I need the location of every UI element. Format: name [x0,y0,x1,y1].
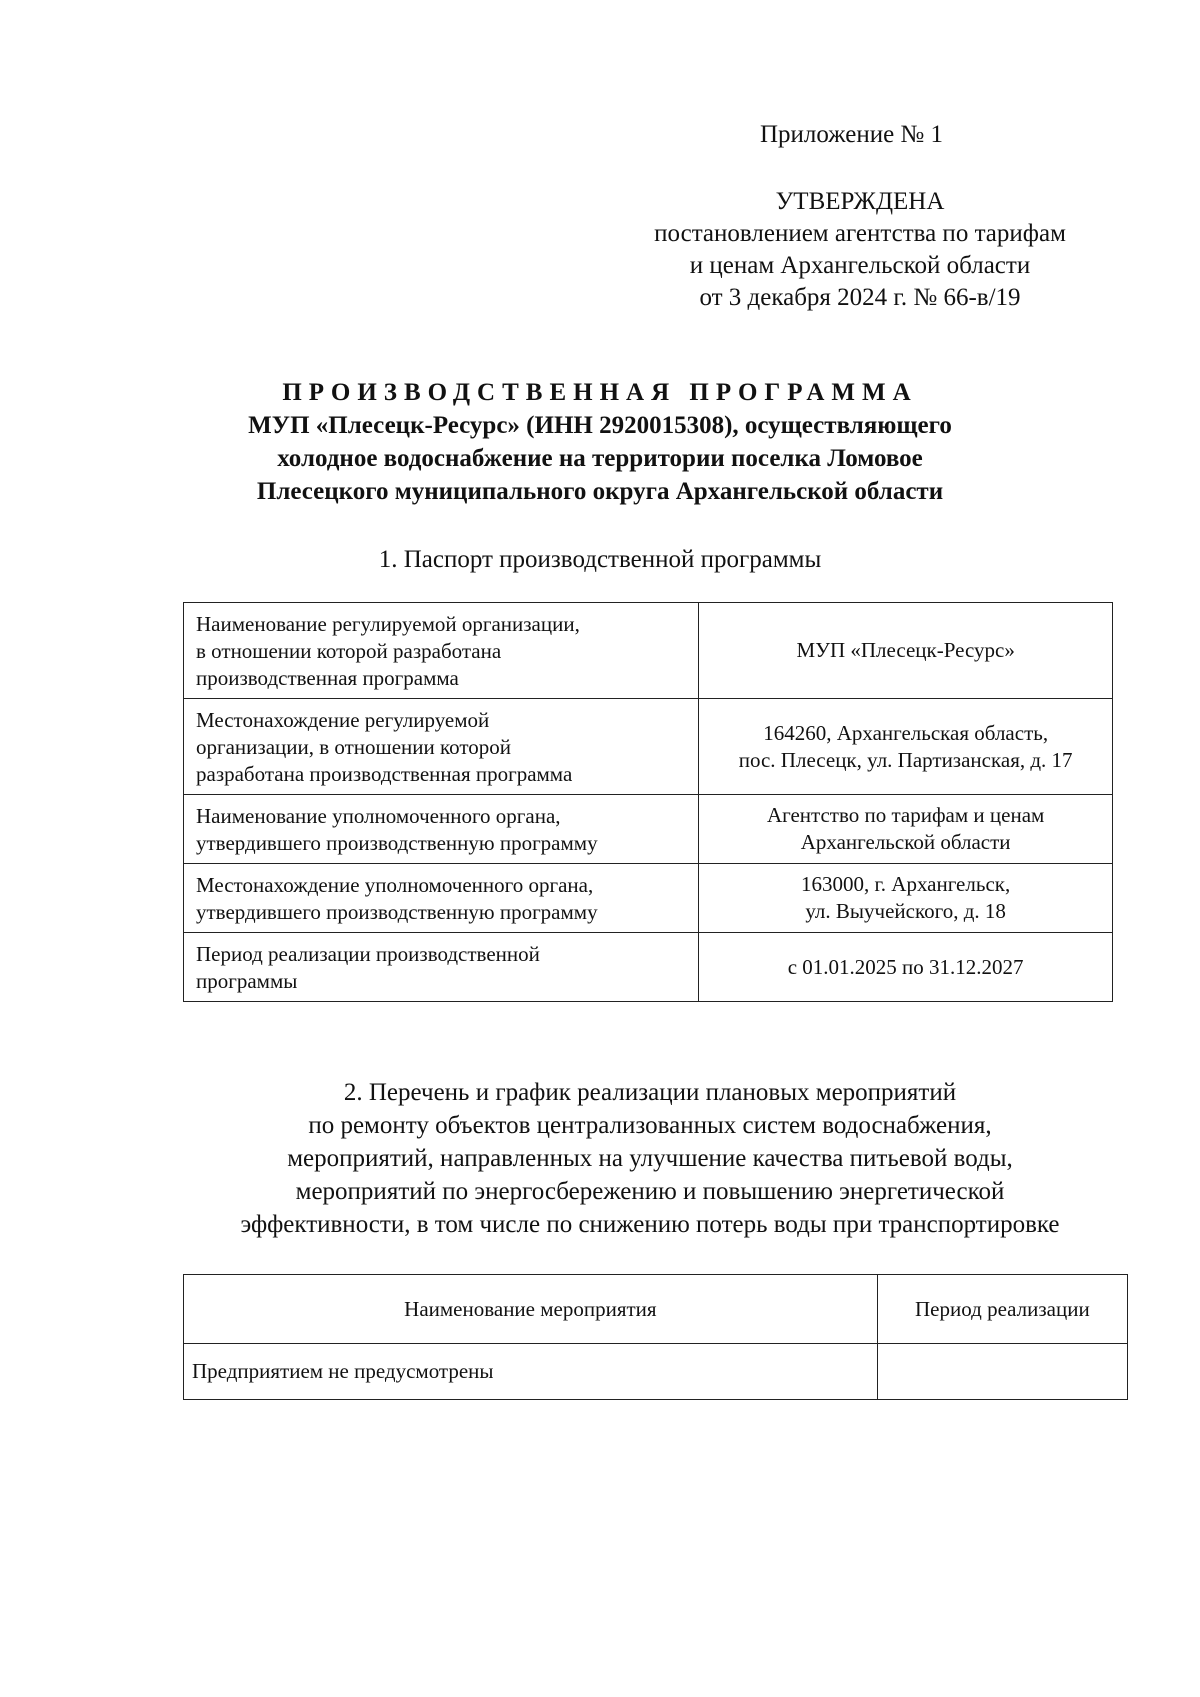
approval-line: постановлением агентства по тарифам [654,220,1066,247]
title-line: МУП «Плесецк-Ресурс» (ИНН 2920015308), осуществляющего [248,412,952,439]
heading-line: мероприятий, направленных на улучшение качества питьевой воды, [287,1145,1013,1172]
table-header-row [184,1275,1128,1344]
heading-line: эффективности, в том числе по снижению потерь воды при транспортировке [240,1211,1060,1238]
passport-label [184,864,699,933]
table-row [184,699,1113,795]
passport-value [699,933,1113,1002]
label-line: Наименование регулируемой организации, [196,612,580,636]
title-line: Плесецкого муниципального округа Архангельской области [256,478,944,505]
approval-line: от 3 декабря 2024 г. № 66-в/19 [699,284,1021,311]
passport-table [183,602,1113,1002]
measures-table [183,1274,1128,1400]
passport-label [184,795,699,864]
section-2-heading [150,1076,1150,1241]
value-line: МУП «Плесецк-Ресурс» [796,638,1015,662]
approved-label: УТВЕРЖДЕНА [775,188,945,215]
column-header-name: Наименование мероприятия [184,1275,878,1344]
passport-label [184,933,699,1002]
label-line: организации, в отношении которой [196,735,511,759]
document-title [150,376,1050,508]
passport-value [699,699,1113,795]
label-line: Местонахождение регулируемой [196,708,490,732]
label-line: Наименование уполномоченного органа, [196,804,561,828]
table-row [184,795,1113,864]
passport-value [699,603,1113,699]
label-line: Местонахождение уполномоченного органа, [196,873,594,897]
passport-value [699,864,1113,933]
appendix-number: Приложение № 1 [760,121,944,148]
heading-line: мероприятий по энергосбережению и повышению энергетической [295,1178,1005,1205]
section-1-heading: 1. Паспорт производственной программы [378,546,822,573]
label-line: разработана производственная программа [196,762,573,786]
table-row [184,603,1113,699]
value-line: 163000, г. Архангельск, [801,872,1011,896]
heading-line: 2. Перечень и график реализации плановых мероприятий [343,1079,957,1106]
column-header-period: Период реализации [877,1275,1127,1344]
passport-label [184,699,699,795]
value-line: Агентство по тарифам и ценам [766,803,1045,827]
label-line: утвердившего производственную программу [196,831,598,855]
title-line: холодное водоснабжение на территории поселка Ломовое [277,445,923,472]
approval-block [600,186,1120,314]
table-row [184,933,1113,1002]
value-line: 164260, Архангельская область, [763,720,1049,745]
table-row [184,864,1113,933]
value-line: с 01.01.2025 по 31.12.2027 [787,954,1024,979]
label-line: программы [196,969,298,993]
title-heading: ПРОИЗВОДСТВЕННАЯ ПРОГРАММА [282,379,918,406]
measure-name: Предприятием не предусмотрены [184,1344,878,1400]
label-line: производственная программа [196,666,459,690]
value-line: пос. Плесецк, ул. Партизанская, д. 17 [738,747,1073,772]
passport-label [184,603,699,699]
table-row [184,1344,1128,1400]
label-line: Период реализации производственной [196,942,540,966]
label-line: в отношении которой разработана [196,639,502,663]
measure-period [877,1344,1127,1400]
value-line: ул. Выучейского, д. 18 [805,899,1006,923]
label-line: утвердившего производственную программу [196,900,598,924]
heading-line: по ремонту объектов централизованных систем водоснабжения, [308,1112,992,1139]
value-line: Архангельской области [800,830,1011,854]
approval-line: и ценам Архангельской области [689,252,1031,279]
passport-value [699,795,1113,864]
